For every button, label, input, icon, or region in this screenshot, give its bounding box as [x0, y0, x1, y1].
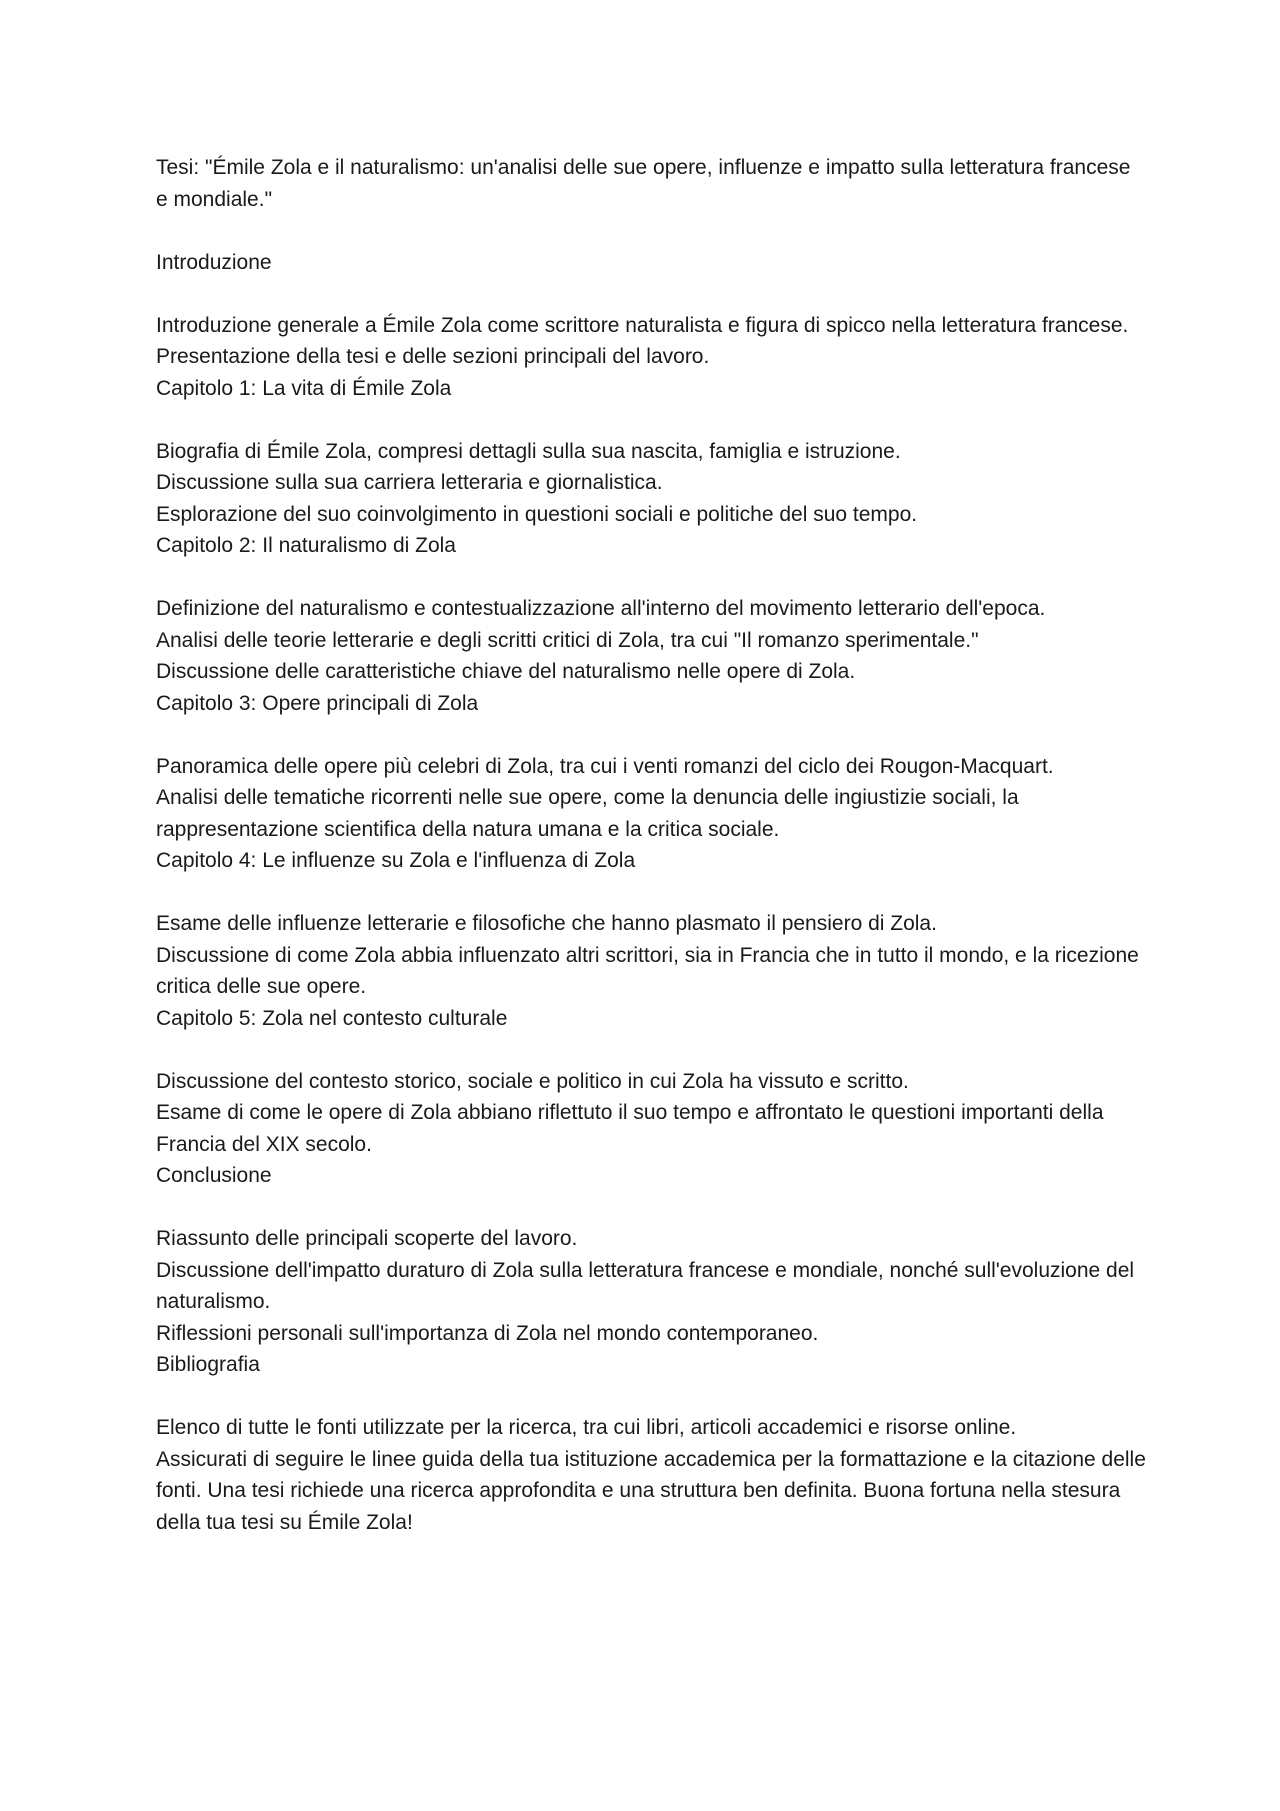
paragraph-line: Biografia di Émile Zola, compresi dettagli sulla sua nascita, famiglia e istruzione.: [156, 439, 901, 463]
chapter-4-heading: Capitolo 4: Le influenze su Zola e l'influenza di Zola: [156, 849, 636, 872]
blank-line: [156, 1381, 1146, 1413]
paragraph-line: Introduzione generale a Émile Zola come scrittore naturalista e figura di spicco nella letteratura francese.: [156, 313, 1129, 337]
paragraph-line: Riassunto delle principali scoperte del lavoro.: [156, 1227, 578, 1250]
bibliography-heading: Bibliografia: [156, 1353, 260, 1376]
blank-line: [156, 719, 1146, 751]
paragraph-line: Discussione delle caratteristiche chiave del naturalismo nelle opere di Zola.: [156, 660, 856, 683]
blank-line: [156, 877, 1146, 909]
conclusion-heading: Conclusione: [156, 1164, 272, 1187]
paragraph-line: Esplorazione del suo coinvolgimento in questioni sociali e politiche del suo tempo.: [156, 502, 918, 526]
paragraph-line: Presentazione della tesi e delle sezioni principali del lavoro.: [156, 345, 710, 368]
chapter-3-heading: Capitolo 3: Opere principali di Zola: [156, 691, 479, 715]
chapter-1-heading: Capitolo 1: La vita di Émile Zola: [156, 376, 452, 400]
blank-line: [156, 1034, 1146, 1066]
paragraph-line: Esame delle influenze letterarie e filosofiche che hanno plasmato il pensiero di Zola.: [156, 912, 937, 935]
blank-line: [156, 278, 1146, 310]
blank-line: [156, 215, 1146, 247]
chapter-2-heading: Capitolo 2: Il naturalismo di Zola: [156, 534, 456, 557]
paragraph-line: Assicurati di seguire le linee guida della tua istituzione accademica per la formattazione e la citazione delle fonti. Una tesi richiede una ricerca approfondita e una struttura ben definita. Buona fortuna nella stesura della tua tesi su Émile Zola!: [156, 1447, 1146, 1534]
blank-line: [156, 562, 1146, 594]
paragraph-line: Discussione di come Zola abbia influenzato altri scrittori, sia in Francia che in tutto il mondo, e la ricezione critica delle sue opere.: [156, 943, 1139, 998]
document-page: [156, 152, 1146, 1538]
paragraph-line: Discussione dell'impatto duraturo di Zola sulla letteratura francese e mondiale, nonché sull'evoluzione del naturalismo.: [156, 1258, 1135, 1313]
paragraph-line: Analisi delle tematiche ricorrenti nelle sue opere, come la denuncia delle ingiustizie sociali, la rappresentazione scientifica della natura umana e la critica sociale.: [156, 786, 1019, 841]
paragraph-line: Discussione sulla sua carriera letteraria e giornalistica.: [156, 471, 663, 494]
paragraph-line: Riflessioni personali sull'importanza di Zola nel mondo contemporaneo.: [156, 1321, 819, 1345]
paragraph-line: Discussione del contesto storico, sociale e politico in cui Zola ha vissuto e scritto.: [156, 1069, 909, 1093]
blank-line: [156, 1192, 1146, 1224]
paragraph-line: Esame di come le opere di Zola abbiano riflettuto il suo tempo e affrontato le questioni importanti della Francia del XIX secolo.: [156, 1101, 1104, 1156]
chapter-5-heading: Capitolo 5: Zola nel contesto culturale: [156, 1006, 508, 1030]
paragraph-line: Elenco di tutte le fonti utilizzate per la ricerca, tra cui libri, articoli accademici e risorse online.: [156, 1416, 1017, 1439]
document-title: Tesi: "Émile Zola e il naturalismo: un'analisi delle sue opere, influenze e impatto sulla letteratura francese e mondiale.": [156, 156, 1131, 211]
blank-line: [156, 404, 1146, 436]
paragraph-line: Panoramica delle opere più celebri di Zola, tra cui i venti romanzi del ciclo dei Rougon-Macquart.: [156, 754, 1054, 778]
paragraph-line: Definizione del naturalismo e contestualizzazione all'interno del movimento letterario dell'epoca.: [156, 597, 1046, 620]
introduction-heading: Introduzione: [156, 250, 272, 274]
paragraph-line: Analisi delle teorie letterarie e degli scritti critici di Zola, tra cui "Il romanzo sperimentale.": [156, 628, 979, 652]
